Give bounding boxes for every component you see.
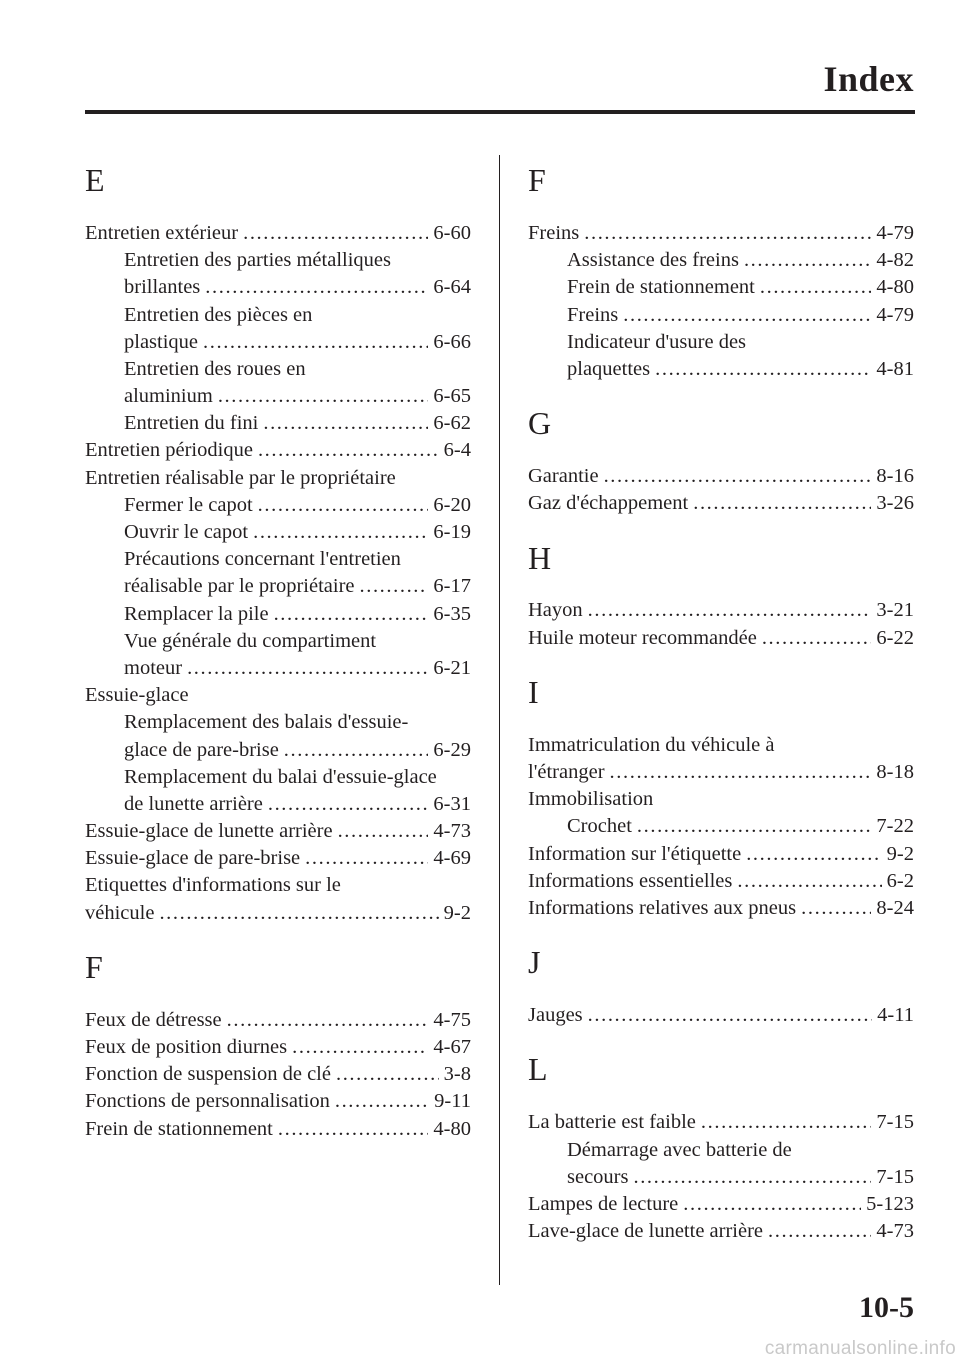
index-subentry [85,573,471,600]
page-reference: 6-4 [443,439,471,462]
entry-label: Etiquettes d'informations sur le [85,874,341,897]
page-number: 10-5 [859,1291,914,1324]
dot-leader [258,437,439,464]
dot-leader [683,1191,861,1218]
entry-label: Entretien réalisable par le propriétaire [85,466,396,489]
page-reference: 4-67 [433,1036,471,1059]
page-reference: 6-31 [433,792,471,815]
page-reference: 4-80 [876,276,914,299]
entry-label: Huile moteur recommandée [528,626,757,649]
index-entry [528,732,914,759]
index-subentry [528,1164,914,1191]
page-reference: 8-24 [876,896,914,919]
page-reference: 6-22 [876,626,914,649]
dot-leader [655,356,871,383]
index-subentry [85,737,471,764]
index-subentry [85,247,471,274]
section-letter: I [528,673,539,710]
entry-label: glace de pare-brise [124,738,279,761]
entry-label: aluminium [124,385,213,408]
section-letter: F [528,162,546,198]
entry-label: Lave-glace de lunette arrière [528,1220,764,1243]
column-divider [499,155,500,1285]
page-title: Index [823,59,914,99]
index-entry [85,465,471,492]
entry-label: Ouvrir le capot [124,521,249,544]
index-column-left [85,160,471,1143]
dot-leader [360,573,429,600]
page-reference: 4-79 [876,303,914,326]
dot-leader [253,519,428,546]
index-entry [528,786,914,813]
entry-label: Information sur l'étiquette [528,842,742,865]
index-subentry [85,546,471,573]
index-entry [85,845,471,872]
entry-label: de lunette arrière [124,792,263,815]
section-letter: J [528,944,541,981]
page-reference: 4-11 [877,1004,914,1027]
dot-leader [623,302,871,329]
dot-leader [203,329,428,356]
entry-label: La batterie est faible [528,1111,696,1134]
dot-leader [610,759,872,786]
page-reference: 6-65 [433,385,471,408]
index-subentry [85,709,471,736]
dot-leader [637,813,872,840]
section-letter: G [528,405,552,442]
index-entry [528,841,914,868]
dot-leader [263,410,428,437]
index-section [528,1049,914,1245]
watermark: carmanualsonline.info [764,1338,956,1359]
dot-leader [737,868,881,895]
dot-leader [701,1109,872,1136]
index-entry [528,895,914,922]
dot-leader [258,492,429,519]
dot-leader [305,845,428,872]
page-reference: 4-73 [433,820,471,843]
dot-leader [588,1002,873,1029]
index-subentry [85,383,471,410]
page-reference: 8-18 [876,761,914,784]
index-subentry [85,302,471,329]
index-column-right [528,160,914,1245]
entry-label: Feux de position diurnes [85,1036,288,1059]
index-subentry [85,492,471,519]
page-reference: 6-62 [433,412,471,435]
page-reference: 9-11 [434,1090,471,1113]
entry-label: secours [567,1165,629,1188]
entry-label: Entretien extérieur [85,221,239,244]
entry-label: Informations relatives aux pneus [528,896,797,919]
page-reference: 4-82 [876,249,914,272]
dot-leader [274,601,429,628]
dot-leader [335,1088,429,1115]
entry-label: moteur [124,656,183,679]
page-reference: 4-79 [876,221,914,244]
dot-leader [604,463,872,490]
entry-label: Jauges [528,1004,583,1027]
index-entry [528,625,914,652]
index-subentry [85,356,471,383]
index-entry [528,759,914,786]
dot-leader [292,1034,428,1061]
index-entry [85,1088,471,1115]
dot-leader [762,625,872,652]
index-subentry [528,302,914,329]
entry-label: Hayon [528,599,583,622]
page-reference: 6-20 [433,493,471,516]
page-reference: 6-29 [433,738,471,761]
index-section [85,160,471,927]
section-letter: F [85,948,103,985]
index-subentry [528,247,914,274]
entry-label: Freins [528,221,580,244]
index-entry [85,818,471,845]
index-entry [528,1109,914,1136]
index-entry [528,463,914,490]
dot-leader [278,1116,429,1143]
dot-leader [588,597,872,624]
index-section [528,160,914,383]
entry-label: Vue générale du compartiment [124,629,377,652]
dot-leader [159,900,438,927]
dot-leader [338,818,429,845]
index-subentry [528,813,914,840]
page-reference: 6-19 [433,521,471,544]
entry-label: Informations essentielles [528,869,733,892]
entry-label: Remplacement des balais d'essuie- [124,711,409,734]
entry-label: Entretien des roues en [124,357,306,380]
dot-leader [746,841,881,868]
index-section [85,947,471,1143]
index-entry [528,598,914,625]
page-reference: 8-16 [876,465,914,488]
dot-leader [744,247,871,274]
section-letter: L [528,1051,548,1088]
dot-leader [768,1218,871,1245]
index-subentry [85,655,471,682]
index-subentry [528,274,914,301]
dot-leader [336,1061,439,1088]
entry-label: Fermer le capot [124,493,253,516]
index-entry [85,1061,471,1088]
dot-leader [227,1007,429,1034]
index-entry [528,1191,914,1218]
entry-label: Essuie-glace de lunette arrière [85,820,333,843]
page-reference: 4-69 [433,847,471,870]
page-reference: 6-66 [433,330,471,353]
index-subentry [85,601,471,628]
page-reference: 6-64 [433,276,471,299]
section-letter: E [85,162,105,198]
entry-label: véhicule [85,901,155,924]
page-reference: 4-80 [433,1117,471,1140]
index-entry [85,1116,471,1143]
page-reference: 9-2 [886,842,914,865]
dot-leader [205,274,428,301]
page-reference: 9-2 [443,901,471,924]
entry-label: Feux de détresse [85,1008,222,1031]
page-reference: 4-75 [433,1008,471,1031]
index-entry [85,220,471,247]
index-subentry [85,519,471,546]
entry-label: Fonctions de personnalisation [85,1090,330,1113]
dot-leader [268,791,429,818]
index-section [528,942,914,1029]
entry-label: Remplacer la pile [124,602,269,625]
page-reference: 3-8 [443,1063,471,1086]
index-entry [85,873,471,900]
dot-leader [243,220,428,247]
page-reference: 7-22 [876,815,914,838]
entry-label: Entretien des parties métalliques [124,249,391,272]
entry-label: Remplacement du balai d'essuie-glace [124,765,437,788]
index-subentry [85,274,471,301]
entry-label: Lampes de lecture [528,1192,679,1215]
index-entry [85,900,471,927]
entry-label: Entretien du fini [124,412,259,435]
entry-label: Démarrage avec batterie de [567,1138,792,1161]
entry-label: Crochet [567,815,632,838]
index-subentry [85,628,471,655]
entry-label: Immatriculation du véhicule à [528,733,775,756]
index-entry [528,1002,914,1029]
entry-label: Entretien périodique [85,439,253,462]
index-subentry [528,1137,914,1164]
index-entry [528,490,914,517]
page-reference: 3-26 [876,492,914,515]
entry-label: Freins [567,303,619,326]
index-subentry [85,410,471,437]
page-reference: 6-60 [433,221,471,244]
dot-leader [218,383,429,410]
entry-label: Précautions concernant l'entretien [124,548,401,571]
entry-label: réalisable par le propriétaire [124,575,355,598]
index-subentry [85,764,471,791]
entry-label: brillantes [124,276,201,299]
dot-leader [584,220,871,247]
page-reference: 5-123 [866,1192,914,1215]
page-reference: 6-2 [886,869,914,892]
entry-label: Gaz d'échappement [528,492,689,515]
entry-label: Entretien des pièces en [124,303,313,326]
entry-label: plaquettes [567,357,651,380]
index-entry [85,682,471,709]
section-letter: H [528,539,552,576]
dot-leader [801,895,871,922]
index-subentry [85,329,471,356]
page-reference: 7-15 [876,1165,914,1188]
dot-leader [760,274,872,301]
header-divider [85,110,915,114]
index-subentry [528,356,914,383]
entry-label: plastique [124,330,199,353]
index-section [528,672,914,922]
dot-leader [187,655,428,682]
entry-label: Frein de stationnement [567,276,755,299]
entry-label: Indicateur d'usure des [567,330,747,353]
page-reference: 4-81 [876,357,914,380]
entry-label: Fonction de suspension de clé [85,1063,331,1086]
entry-label: Immobilisation [528,788,654,811]
entry-label: Assistance des freins [567,249,739,272]
entry-label: Essuie-glace de pare-brise [85,847,301,870]
page-reference: 3-21 [876,599,914,622]
dot-leader [284,737,429,764]
index-entry [528,1218,914,1245]
dot-leader [693,490,871,517]
page-reference: 6-21 [433,656,471,679]
entry-label: l'étranger [528,761,605,784]
entry-label: Frein de stationnement [85,1117,273,1140]
page-reference: 7-15 [876,1111,914,1134]
index-entry [85,1034,471,1061]
index-subentry [85,791,471,818]
dot-leader [633,1164,871,1191]
index-entry [85,438,471,465]
page-reference: 6-35 [433,602,471,625]
index-entry [85,1007,471,1034]
index-section [528,538,914,652]
entry-label: Essuie-glace [85,684,189,707]
page-reference: 4-73 [876,1220,914,1243]
page-reference: 6-17 [433,575,471,598]
index-entry [528,220,914,247]
index-subentry [528,329,914,356]
index-entry [528,868,914,895]
index-section [528,403,914,517]
entry-label: Garantie [528,465,599,488]
